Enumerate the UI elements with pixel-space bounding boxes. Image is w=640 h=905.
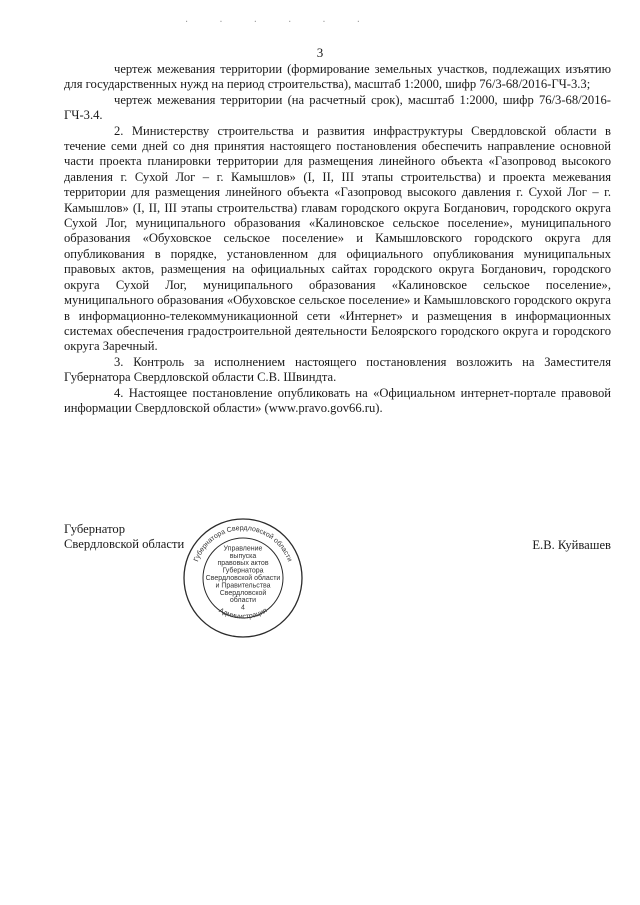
seal-inner-line: и Правительства <box>215 582 271 590</box>
seal-inner-line: Свердловской <box>219 589 267 597</box>
document-body <box>64 62 611 416</box>
paragraph-drawing-2: чертеж межевания территории (на расчетный срок), масштаб 1:2000, шифр 76/3-68/2016-ГЧ-3.4. <box>64 92 611 123</box>
seal-inner-line: Свердловской области <box>205 575 281 582</box>
seal-ring-text-lower: Администрация <box>217 607 269 621</box>
seal-inner-line: выпуска <box>229 552 257 560</box>
seal-inner-line: Управление <box>223 545 263 553</box>
seal-inner-line: Губернатора <box>222 567 264 575</box>
signer-title <box>64 522 184 553</box>
paragraph-item-2: 2. Министерству строительства и развития инфраструктуры Свердловской области в течение семи дней со дня принятия настоящего постановления обеспечить направление основной части проекта планировки территории для размещения линейного объекта «Газопровод высокого давления г. Сухой Лог – г. Камышлов» (I, II, III этапы строительства) и проекта межевания территории для размещения линейного объекта «Газопровод высокого давления г. Сухой Лог – г. Камышлов» (I, II, III этапы строительства) главам городского округа Богданович, городского округа Сухой Лог, муниципального образования «Калиновское сельское поселение», муниципального образования «Обуховское сельское поселение» и Камышловского городского округа для опубликования в порядке, установленном для официального опубликования муниципальных правовых актов, размещения на официальных сайтах городского округа Богданович, городского округа Сухой Лог, муниципального образования «Калиновское сельское поселение», муниципального образования «Обуховское сельское поселение» и Камышловского городского округа в информационно-телекоммуникационной сети «Интернет» и размещения в информационных системах обеспечения градостроительной деятельности Белоярского городского округа и городского округа Заречный. <box>64 123 611 354</box>
official-seal <box>181 516 305 640</box>
paragraph-item-3: 3. Контроль за исполнением настоящего постановления возложить на Заместителя Губернатора Свердловской области С.В. Швиндта. <box>64 354 611 385</box>
seal-inner-line: правовых актов <box>217 560 269 568</box>
signature-block <box>64 522 611 632</box>
paragraph-item-4: 4. Настоящее постановление опубликовать на «Официальном интернет-портале правовой информации Свердловской области» (www.pravo.gov66.ru). <box>64 385 611 415</box>
seal-graphic <box>181 516 305 640</box>
signer-title-line2: Свердловской области <box>64 537 185 552</box>
signer-name: Е.В. Куйвашев <box>532 538 611 552</box>
seal-inner-line: области <box>229 597 257 605</box>
seal-ring-text: Губернатора Свердловской области <box>193 524 293 563</box>
page-number: 3 <box>316 45 324 60</box>
seal-inner-line: 4 <box>241 604 245 612</box>
signer-title-line1: Губернатор <box>64 522 125 536</box>
seal-inner-text <box>206 545 281 611</box>
paragraph-drawing-1: чертеж межевания территории (формирование земельных участков, подлежащих изъятию для государственных нужд на период строительства), масштаб 1:2000, шифр 76/3-68/2016-ГЧ-3.3; <box>64 62 611 92</box>
scan-marks: . . . . . . <box>185 14 374 25</box>
